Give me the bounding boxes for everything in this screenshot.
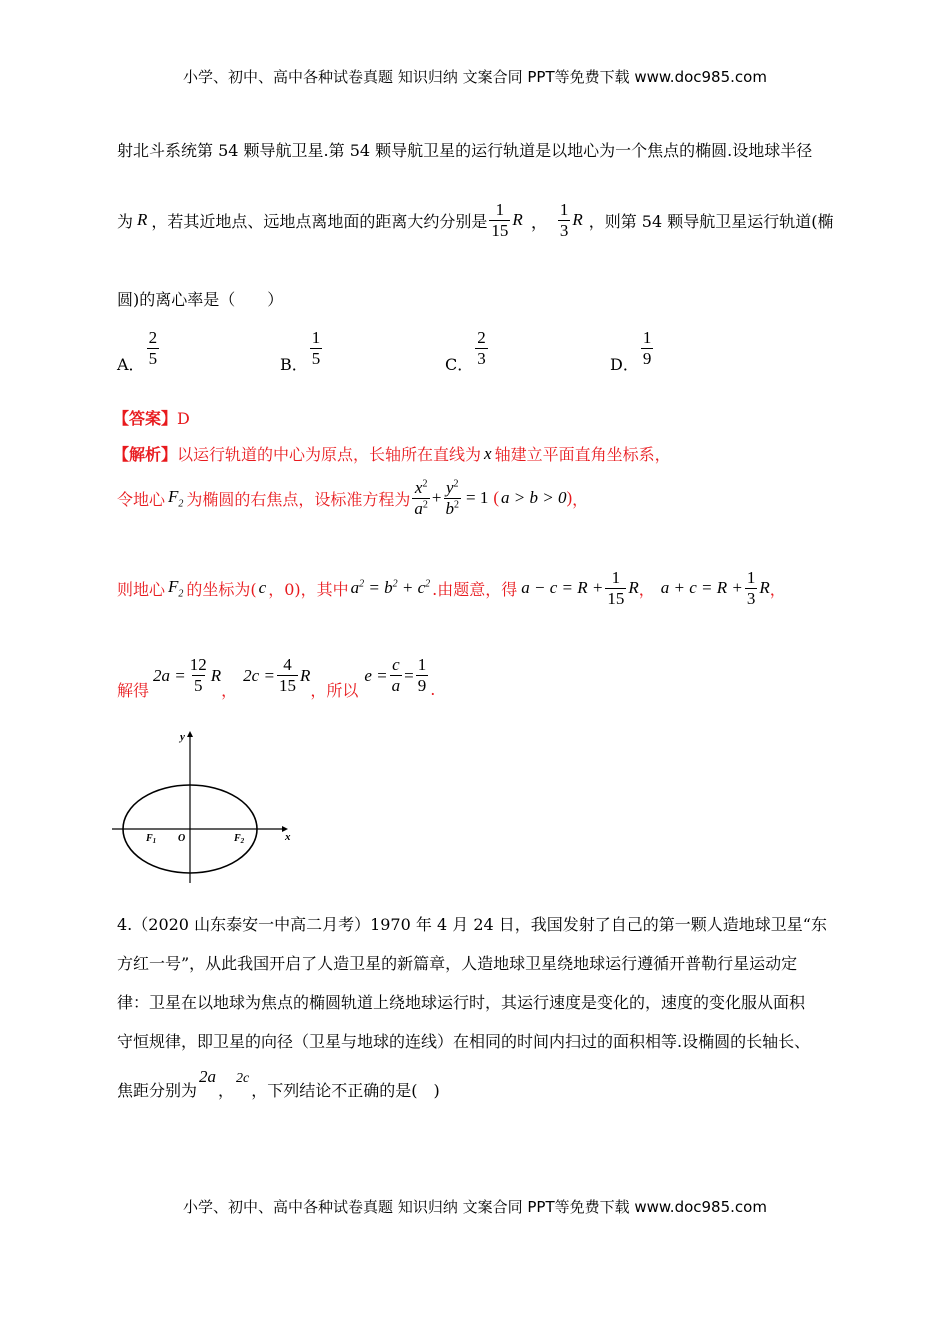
- math-R: R: [137, 210, 148, 230]
- plus: +: [431, 488, 442, 508]
- frac-1-15: $\frac{1}{15}$: [607, 568, 625, 608]
- origin-label: O: [178, 833, 186, 844]
- q4-line4: 守恒规律，即卫星的向径（卫星与地球的连线）在相同的时间内扫过的面积相等.设椭圆的长轴长、: [117, 1032, 811, 1051]
- analysis-text: 解得: [117, 681, 150, 700]
- analysis-text: ，所以: [310, 681, 359, 700]
- frac-y2-b2: $\frac{y^2}{b^2}$: [445, 478, 460, 518]
- analysis-line2: [117, 478, 588, 518]
- frac-4-15: $\frac{4}{15}$: [278, 655, 296, 695]
- math-2a: 2a =: [153, 665, 186, 685]
- q3-line2: [117, 200, 833, 240]
- frac-c-a: $\frac{c}{a}$: [391, 655, 401, 695]
- math-eq2: a + c = R +: [660, 578, 743, 598]
- q4-line1: 4.（2020 山东泰安一中高二月考）1970 年 4 月 24 日，我国发射了自己的第一颗人造地球卫星“东: [117, 915, 827, 934]
- analysis-text: 令地心: [117, 489, 166, 509]
- frac-x2-a2: $\frac{x^2}{a^2}$: [414, 478, 428, 518]
- q3-line1: 射北斗系统第 54 颗导航卫星.第 54 颗导航卫星的运行轨道是以地心为一个焦点的椭圆.设地球半径: [117, 141, 813, 160]
- analysis-text: .: [430, 680, 436, 699]
- analysis-text: ，: [638, 579, 655, 599]
- y-arrow: [187, 731, 193, 737]
- math-2c: 2c: [236, 1071, 250, 1086]
- math-x: x: [484, 443, 492, 463]
- answer-value: D: [177, 409, 190, 428]
- option-frac: $\frac{2}{3}$: [477, 328, 486, 368]
- analysis-text: 则地心: [117, 579, 166, 599]
- analysis-text: 以运行轨道的中心为原点，长轴所在直线为: [177, 445, 482, 464]
- math-F2: $F_2$: [168, 576, 184, 600]
- q4-line3: 律：卫星在以地球为焦点的椭圆轨道上绕地球运行时，其运行速度是变化的，速度的变化服从面积: [117, 993, 806, 1012]
- f1-label: $F_1$: [146, 833, 157, 845]
- math-R: R: [512, 210, 523, 230]
- math-e: e =: [364, 665, 388, 685]
- analysis-text: ，: [221, 681, 238, 700]
- equals: =: [404, 665, 414, 685]
- analysis-text: ，: [572, 489, 589, 509]
- analysis-tag: 【解析】: [113, 445, 178, 464]
- option-label: D．: [610, 355, 639, 374]
- option-frac: $\frac{2}{5}$: [148, 328, 158, 368]
- option-d[interactable]: [610, 322, 655, 375]
- analysis-text: 轴建立平面直角坐标系，: [494, 445, 671, 464]
- answer-tag: 【答案】: [113, 409, 178, 428]
- option-c[interactable]: [445, 322, 490, 375]
- math-eq1: a − c = R +: [521, 578, 604, 598]
- analysis-line1: [113, 442, 671, 465]
- analysis-text: ，: [769, 579, 786, 599]
- q4-line2: 方红一号”，从此我国开启了人造卫星的新篇章，人造地球卫星绕地球运行遵循开普勒行星运动定: [117, 954, 798, 973]
- option-a[interactable]: [117, 322, 161, 375]
- q3-text: ，则第 54 颗导航卫星运行轨道(椭: [588, 211, 834, 231]
- comma: ，: [530, 212, 548, 232]
- analysis-text: ，0)，其中: [268, 579, 349, 599]
- ellipse-figure: [110, 728, 300, 888]
- answer-line: [113, 406, 190, 429]
- math-abc: $a^2 = b^2 + c^2$: [350, 578, 431, 598]
- option-label: C．: [445, 355, 474, 374]
- frac-12-5: $\frac{12}{5}$: [189, 655, 207, 695]
- q4-text: ，: [218, 1081, 235, 1100]
- option-label: B．: [280, 355, 308, 374]
- math-R: R: [210, 665, 222, 685]
- math-cond: a > b > 0: [501, 488, 567, 508]
- frac-1-15: $\frac{1}{15}$: [491, 200, 509, 240]
- y-label: y: [180, 731, 185, 743]
- f2-label: $F_2$: [234, 833, 245, 845]
- paren: (: [493, 488, 500, 508]
- equals-one: = 1: [466, 488, 489, 508]
- math-R: R: [572, 210, 583, 230]
- option-frac: $\frac{1}{9}$: [642, 328, 652, 368]
- math-F2: $F_2$: [168, 486, 184, 510]
- q3-line3: 圆)的离心率是（ ）: [117, 290, 284, 309]
- option-b[interactable]: [280, 322, 324, 375]
- frac-1-9: $\frac{1}{9}$: [417, 655, 427, 695]
- frac-1-3: $\frac{1}{3}$: [746, 568, 756, 608]
- q4-text: 焦距分别为: [117, 1081, 198, 1100]
- option-frac: $\frac{1}{5}$: [311, 328, 321, 368]
- math-2a: 2a: [199, 1067, 217, 1086]
- math-R: R: [759, 578, 770, 598]
- analysis-line3: [117, 568, 786, 608]
- math-R: R: [299, 665, 311, 685]
- option-label: A．: [117, 355, 145, 374]
- paren: ): [566, 488, 573, 508]
- q4-line5: [117, 1067, 440, 1101]
- q3-text: 为: [117, 211, 134, 231]
- q3-text: ，若其近地点、远地点离地面的距离大约分别是: [151, 211, 488, 231]
- math-c: c: [258, 578, 267, 598]
- frac-1-3: $\frac{1}{3}$: [559, 200, 569, 240]
- analysis-text: .由题意，得: [432, 579, 518, 599]
- x-label: x: [285, 831, 291, 843]
- page-footer: 小学、初中、高中各种试卷真题 知识归纳 文案合同 PPT等免费下载 www.doc985.com: [183, 1198, 767, 1216]
- page-header: 小学、初中、高中各种试卷真题 知识归纳 文案合同 PPT等免费下载 www.doc985.com: [183, 68, 767, 86]
- analysis-line4: [117, 650, 435, 701]
- analysis-text: 的坐标为(: [186, 579, 257, 599]
- math-2c: 2c =: [243, 665, 275, 685]
- math-R: R: [628, 578, 639, 598]
- q4-text: ，下列结论不正确的是( ): [251, 1081, 440, 1100]
- analysis-text: 为椭圆的右焦点，设标准方程为: [186, 489, 411, 509]
